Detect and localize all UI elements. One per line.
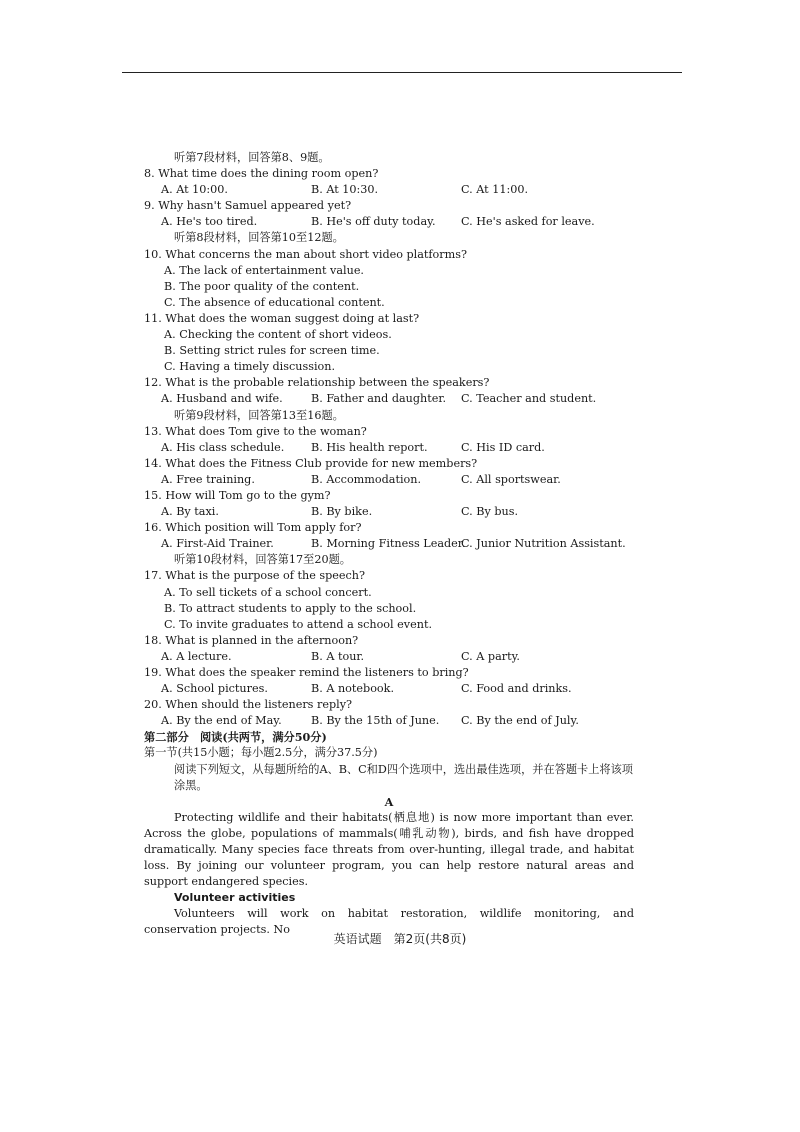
option-c: C. A party. xyxy=(461,649,520,663)
option-b: B. A notebook. xyxy=(311,682,394,696)
passage-title: A xyxy=(384,794,394,809)
option-a: A. By the end of May. xyxy=(161,714,282,728)
option-a: A. His class schedule. xyxy=(161,440,285,454)
question-text: 17. What is the purpose of the speech? xyxy=(144,569,365,583)
options-row xyxy=(144,713,634,729)
passage-subheading: Volunteer activities xyxy=(174,891,296,905)
section-note: 听第10段材料，回答第17至20题。 xyxy=(174,553,351,567)
option-a: A. First-Aid Trainer. xyxy=(161,537,274,551)
option-b: B. He's off duty today. xyxy=(311,215,436,229)
option-b: B. At 10:30. xyxy=(311,183,379,197)
option-a: A. He's too tired. xyxy=(161,215,258,229)
question-text: 19. What does the speaker remind the listeners to bring? xyxy=(144,666,469,679)
section-note: 听第8段材料，回答第10至12题。 xyxy=(174,231,344,245)
option-a: A. Husband and wife. xyxy=(161,392,283,406)
option-b: B. By the 15th of June. xyxy=(311,714,440,728)
question-text: 13. What does Tom give to the woman? xyxy=(144,424,367,438)
option-c: C. His ID card. xyxy=(461,440,545,454)
question-text: 11. What does the woman suggest doing at last? xyxy=(144,311,420,325)
option-c: C. The absence of educational content. xyxy=(164,295,385,309)
option-c: C. Junior Nutrition Assistant. xyxy=(461,537,626,551)
option-c: C. At 11:00. xyxy=(461,183,529,197)
question-text: 10. What concerns the man about short video platforms? xyxy=(144,247,467,261)
question-text: 16. Which position will Tom apply for? xyxy=(144,521,362,535)
options-row xyxy=(144,440,634,456)
page-footer: 英语试题 第2页(共8页) xyxy=(333,932,467,946)
section-heading: 第一节(共15小题；每小题2.5分，满分37.5分) xyxy=(144,746,378,760)
question-text: 20. When should the listeners reply? xyxy=(144,698,353,712)
question-text: 8. What time does the dining room open? xyxy=(144,167,379,181)
option-a: A. By taxi. xyxy=(161,505,219,519)
passage-paragraph: Protecting wildlife and their habitats(栖息地) is now more important than ever. Across the globe, populations of mammals(哺乳动物), birds, and fish have dropped dramatically. Many species face threats from over-hunting, illegal trade, and habitat loss. By joining our volunteer program, you can help restore natural areas and support endangered species. xyxy=(144,810,634,889)
options-row xyxy=(144,649,634,665)
options-row xyxy=(144,681,634,697)
question-text: 12. What is the probable relationship between the speakers? xyxy=(144,376,490,390)
option-b: B. His health report. xyxy=(311,440,428,454)
top-rule xyxy=(122,72,682,73)
option-a: A. Free training. xyxy=(161,472,255,486)
option-a: A. School pictures. xyxy=(161,682,268,696)
question-text: 14. What does the Fitness Club provide for new members? xyxy=(144,456,478,470)
question-text: 15. How will Tom go to the gym? xyxy=(144,488,331,502)
page-content xyxy=(144,150,634,937)
option-b: B. Father and daughter. xyxy=(311,392,447,406)
section-note: 听第9段材料，回答第13至16题。 xyxy=(174,408,344,422)
question-text: 18. What is planned in the afternoon? xyxy=(144,633,359,647)
option-c: C. Having a timely discussion. xyxy=(164,360,336,374)
section-note: 听第7段材料，回答第8、9题。 xyxy=(174,151,330,164)
option-c: C. All sportswear. xyxy=(461,472,561,486)
option-c: C. By bus. xyxy=(461,505,519,519)
option-c: C. By the end of July. xyxy=(461,714,579,728)
options-row xyxy=(144,472,634,488)
options-row xyxy=(144,214,634,230)
options-row xyxy=(144,391,634,407)
options-row xyxy=(144,504,634,520)
option-b: B. By bike. xyxy=(311,505,373,519)
option-a: A. The lack of entertainment value. xyxy=(164,263,364,277)
options-row xyxy=(144,536,634,552)
option-a: A. At 10:00. xyxy=(161,183,228,197)
option-c: C. Food and drinks. xyxy=(461,682,572,696)
option-b: B. To attract students to apply to the school. xyxy=(164,601,417,615)
instruction-text: 阅读下列短文，从每题所给的A、B、C和D四个选项中，选出最佳选项，并在答题卡上将该项涂黑。 xyxy=(174,762,633,792)
option-a: A. To sell tickets of a school concert. xyxy=(164,585,372,599)
option-b: B. A tour. xyxy=(311,649,365,663)
options-row xyxy=(144,182,634,198)
option-b: B. Setting strict rules for screen time. xyxy=(164,344,380,358)
option-b: B. Accommodation. xyxy=(311,472,422,486)
question-text: 9. Why hasn't Samuel appeared yet? xyxy=(144,199,352,213)
option-c: C. To invite graduates to attend a school event. xyxy=(164,617,432,631)
option-a: A. Checking the content of short videos. xyxy=(164,328,392,342)
option-c: C. Teacher and student. xyxy=(461,392,597,406)
passage-paragraph: Volunteers will work on habitat restoration, wildlife monitoring, and conservation projects. No xyxy=(144,907,634,937)
option-c: C. He's asked for leave. xyxy=(461,215,595,229)
option-a: A. A lecture. xyxy=(161,649,232,663)
option-b: B. Morning Fitness Leader. xyxy=(311,537,466,551)
part-heading: 第二部分 阅读(共两节，满分50分) xyxy=(144,730,327,745)
option-b: B. The poor quality of the content. xyxy=(164,279,360,293)
